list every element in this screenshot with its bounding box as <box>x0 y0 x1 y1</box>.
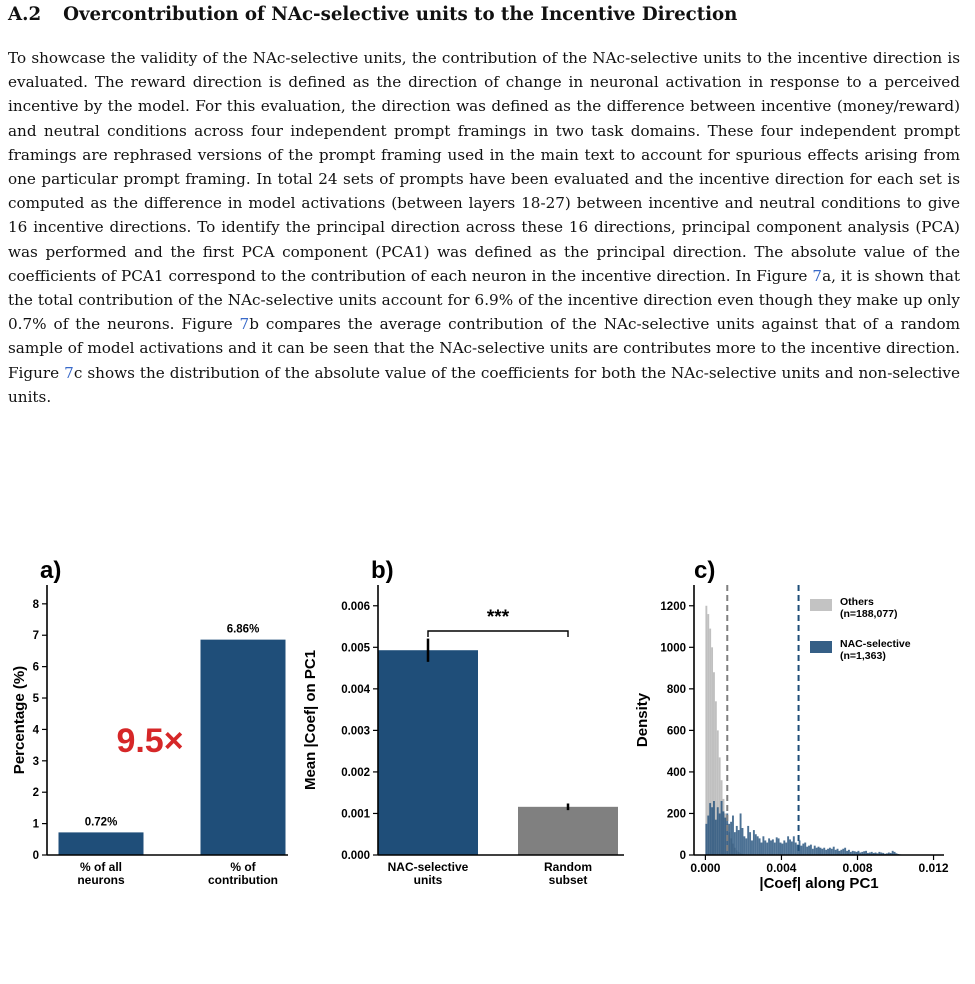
panel-a-bar <box>201 640 286 855</box>
panel-a-y-tick-label: 2 <box>32 787 39 800</box>
panel-c-nac-bin <box>734 832 736 855</box>
panel-c-nac-bin <box>732 816 734 855</box>
panel-b-y-tick-label: 0.006 <box>341 600 370 613</box>
panel-c-legend-count: (n=188,077) <box>840 608 898 620</box>
panel-b-x-tick-label: NAC-selective <box>387 860 469 874</box>
panel-c-nac-bin <box>764 840 766 855</box>
panel-c-nac-bin <box>728 824 730 855</box>
panel-a-label: a) <box>40 557 62 584</box>
figure-ref-link[interactable]: 7 <box>239 315 250 334</box>
panel-c-nac-bin <box>730 822 732 855</box>
panel-c-nac-bin <box>831 849 833 855</box>
panel-a-value-label: 0.72% <box>84 816 118 829</box>
paragraph-text-3: b compares the average contribution of the NAc-selective units against that of a random sample of model activations and it can be seen that the NAc-selective units are contributes more to the incentive direction. Figure <box>8 315 960 382</box>
panel-c-x-tick-label: 0.012 <box>918 861 949 875</box>
panel-c-nac-bin <box>762 836 764 855</box>
panel-c-y-tick-label: 800 <box>666 683 686 696</box>
panel-c-x-axis-label: |Coef| along PC1 <box>759 875 879 892</box>
panel-b-bar <box>378 650 478 855</box>
panel-c-nac-bin <box>707 816 709 855</box>
panel-c-nac-bin <box>745 838 747 855</box>
panel-c-nac-bin <box>723 811 725 855</box>
panel-c-nac-bin <box>719 813 721 855</box>
panel-c-nac-bin <box>751 840 753 855</box>
panel-c-nac-bin <box>800 846 802 855</box>
panel-a-x-tick-label: contribution <box>208 873 278 887</box>
panel-c-nac-bin <box>837 849 839 855</box>
panel-a-y-tick-label: 6 <box>32 661 39 674</box>
section-number: A.2 <box>8 4 42 25</box>
panel-c-nac-bin <box>759 838 761 855</box>
panel-c-nac-bin <box>842 849 844 855</box>
panel-c-nac-bin <box>829 848 831 855</box>
panel-a-y-tick-label: 3 <box>32 755 39 768</box>
panel-c-nac-bin <box>743 836 745 855</box>
panel-c-y-axis-label: Density <box>634 692 651 748</box>
panel-b-y-tick-label: 0.005 <box>341 642 370 655</box>
panel-b-y-tick-label: 0.004 <box>341 683 370 696</box>
panel-c-nac-bin <box>810 845 812 855</box>
panel-b-y-tick-label: 0.001 <box>341 808 370 821</box>
panel-c-nac-bin <box>781 844 783 855</box>
panel-c-nac-bin <box>778 838 780 855</box>
panel-b-x-tick-label: units <box>413 873 443 887</box>
panel-c-nac-bin <box>711 807 713 855</box>
panel-c-nac-bin <box>740 813 742 855</box>
panel-b-label: b) <box>371 557 394 584</box>
panel-c-x-tick-label: 0.004 <box>766 861 797 875</box>
panel-c-nac-bin <box>823 848 825 855</box>
paragraph-text-4: c shows the distribution of the absolute value of the coefficients for both the NAc-selective units and non-selective units. <box>8 363 960 406</box>
panel-c-nac-bin <box>770 840 772 855</box>
panel-c-nac-bin <box>721 801 723 855</box>
panel-b-significance-label: *** <box>486 607 510 628</box>
figure-ref-link[interactable]: 7 <box>64 363 74 382</box>
panel-b-y-tick-label: 0.003 <box>341 725 370 738</box>
panel-c-nac-bin <box>785 843 787 855</box>
panel-c-legend-swatch <box>810 599 832 611</box>
panel-c-y-tick-label: 400 <box>666 766 686 779</box>
panel-a-ratio-annotation: 9.5× <box>116 722 184 760</box>
panel-c-nac-bin <box>774 843 776 855</box>
panel-c-label: c) <box>694 557 716 584</box>
panel-a-y-tick-label: 0 <box>32 850 39 862</box>
panel-c-others-bin <box>705 606 707 855</box>
panel-c-nac-bin <box>833 847 835 855</box>
panel-c-nac-bin <box>804 843 806 855</box>
panel-c-nac-bin <box>749 832 751 855</box>
panel-c-nac-bin <box>827 849 829 855</box>
panel-c-x-tick-label: 0.000 <box>690 861 721 875</box>
panel-c-nac-bin <box>791 842 793 856</box>
panel-c-nac-bin <box>705 824 707 855</box>
panel-c-nac-bin <box>821 849 823 855</box>
panel-c-nac-bin <box>806 847 808 855</box>
figure-ref-link[interactable]: 7 <box>812 266 823 285</box>
panel-c-nac-bin <box>780 843 782 855</box>
paragraph-text-2: a, it is shown that the total contribution of the NAc-selective units account for 6.9% of the incentive direction even though they make up only 0.7% of the neurons. Figure <box>8 266 960 334</box>
panel-c-nac-bin <box>713 801 715 855</box>
panel-c-legend-label: Others <box>840 596 874 608</box>
panel-c-nac-bin <box>753 830 755 855</box>
panel-b-x-tick-label: subset <box>548 873 588 887</box>
panel-c-nac-bin <box>844 848 846 855</box>
panel-a-y-tick-label: 5 <box>32 693 39 706</box>
panel-c-legend-label: NAC-selective <box>840 638 911 650</box>
panel-c-nac-bin <box>818 847 820 855</box>
panel-c-nac-bin <box>755 834 757 855</box>
panel-c-x-tick-label: 0.008 <box>842 861 873 875</box>
panel-c-nac-bin <box>816 848 818 855</box>
panel-a-x-tick-label: % of <box>230 860 256 874</box>
panel-a-x-tick-label: neurons <box>77 873 125 887</box>
panel-c-legend-count: (n=1,363) <box>840 650 886 662</box>
panel-c-nac-bin <box>812 849 814 855</box>
panel-c-nac-bin <box>787 836 789 855</box>
panel-c-nac-bin <box>738 830 740 855</box>
section-title: Overcontribution of NAc-selective units to the Incentive Direction <box>63 4 738 25</box>
panel-c-nac-bin <box>715 820 717 855</box>
panel-c-nac-bin <box>768 838 770 855</box>
panel-c-nac-bin <box>717 807 719 855</box>
panel-a-y-tick-label: 1 <box>32 818 39 831</box>
panel-c-nac-bin <box>789 839 791 855</box>
panel-b-x-tick-label: Random <box>544 860 592 874</box>
panel-c-nac-bin <box>766 843 768 855</box>
panel-a-value-label: 6.86% <box>226 623 260 636</box>
panel-c-nac-bin <box>761 843 763 855</box>
panel-c-nac-bin <box>808 846 810 855</box>
panel-c-nac-bin <box>757 836 759 855</box>
panel-c-y-tick-label: 200 <box>666 808 686 821</box>
panel-c-nac-bin <box>736 826 738 855</box>
panel-c-nac-bin <box>795 843 797 855</box>
panel-c-nac-bin <box>819 848 821 855</box>
panel-c-nac-bin <box>793 836 795 855</box>
panel-c-nac-bin <box>814 846 816 855</box>
panel-c-nac-bin <box>802 844 804 855</box>
panel-a-y-tick-label: 8 <box>32 598 39 611</box>
panel-c-nac-bin <box>747 826 749 855</box>
panel-c-y-tick-label: 1200 <box>660 600 686 613</box>
paragraph-text-1: To showcase the validity of the NAc-selective units, the contribution of the NAc-selective units to the incentive direction is evaluated. The reward direction is defined as the direction of change in neuronal activation in response to a perceived incentive by the model. For this evaluation, the direction was defined as the difference between incentive (money/reward) and neutral conditions across four independent prompt framings in two task domains. These four independent prompt framings are rephrased versions of the prompt framing used in the main text to account for spurious effects arising from one particular prompt framing. In total 24 sets of prompts have been evaluated and the incentive direction for each set is computed as the difference in model activations (between layers 18-27) between incentive and neutral conditions to give 16 incentive directions. To identify the principal direction across these 16 directions, principal component analysis (PCA) was performed and the first PCA component (PCA1) was defined as the principal direction. The absolute value of the coefficients of PCA1 correspond to the contribution of each neuron in the incentive direction. In Figure <box>8 49 960 285</box>
panel-c-nac-bin <box>724 818 726 855</box>
panel-c-legend-swatch <box>810 641 832 653</box>
panel-c-nac-bin <box>776 837 778 855</box>
panel-b-y-tick-label: 0.002 <box>341 766 370 779</box>
panel-a-y-tick-label: 7 <box>32 630 39 643</box>
panel-b-significance-bracket <box>428 631 568 637</box>
panel-a-x-tick-label: % of all <box>79 860 123 874</box>
panel-b-y-axis-label: Mean |Coef| on PC1 <box>302 649 319 791</box>
panel-c-y-tick-label: 1000 <box>660 642 686 655</box>
panel-a-bar <box>59 832 144 855</box>
panel-c-y-tick-label: 0 <box>679 850 686 862</box>
panel-c-nac-bin <box>783 840 785 855</box>
panel-a-y-tick-label: 4 <box>32 724 39 737</box>
panel-c-nac-bin <box>742 828 744 855</box>
panel-b-bar <box>518 807 618 855</box>
panel-a-y-axis-label: Percentage (%) <box>11 665 28 775</box>
panel-c-nac-bin <box>772 839 774 855</box>
panel-c-nac-bin <box>709 803 711 855</box>
panel-b-y-tick-label: 0.000 <box>341 850 370 862</box>
panel-c-y-tick-label: 600 <box>666 725 686 738</box>
